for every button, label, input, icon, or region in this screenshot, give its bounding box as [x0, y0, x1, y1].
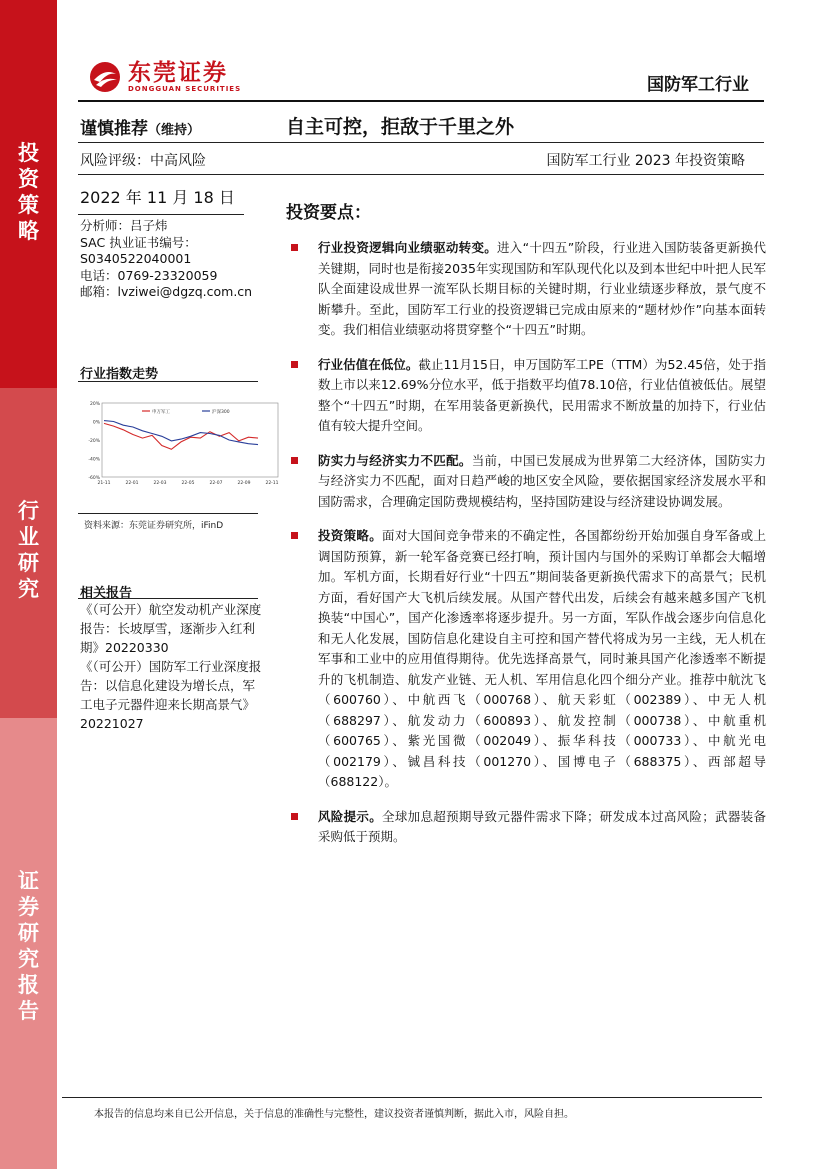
related-heading: 相关报告	[80, 586, 133, 601]
key-point-text: 当前，中国已发展成为世界第二大经济体，国防实力与经济实力不匹配，面对日趋严峻的地区安全风险，要依据国家经济发展水平和国防需求，合理确定国防费规模结构，坚持国防建设与经济建设协调发展。	[318, 452, 766, 509]
sidebar-section-industry	[0, 388, 57, 718]
key-point	[318, 355, 766, 437]
subtitle-divider	[78, 174, 764, 175]
date-divider	[78, 214, 244, 215]
legend-label: 申万军工	[152, 410, 170, 415]
x-tick-label: 22-03	[153, 481, 167, 486]
key-point	[318, 238, 766, 341]
chart-source: 资料来源：东莞证券研究所，iFinD	[84, 521, 224, 531]
x-tick-label: 22-05	[181, 481, 195, 486]
sidebar	[0, 0, 57, 1169]
chart-frame	[102, 403, 278, 477]
report-title: 自主可控，拒敌于千里之外	[286, 116, 515, 138]
points-heading: 投资要点：	[286, 203, 371, 223]
risk-rating: 风险评级：中高风险	[80, 153, 206, 169]
sidebar-label-strategy: 投资策略	[18, 141, 39, 243]
logo-mark-icon	[88, 60, 122, 94]
key-point-text: 全球加息超预期导致元器件需求下降；研发成本过高风险；武器装备采购低于预期。	[318, 808, 766, 844]
related-report-item[interactable]: 《（可公开）国防军工行业深度报告：以信息化建设为增长点，军工电子元器件迎来长期高景气》20221027	[80, 659, 262, 731]
report-date: 2022 年 11 月 18 日	[80, 188, 235, 207]
key-points	[318, 238, 766, 862]
analyst-info	[80, 218, 252, 301]
index-heading: 行业指数走势	[80, 367, 159, 382]
key-point-title: 风险提示。	[318, 808, 383, 824]
sidebar-label-report: 证券研究报告	[18, 869, 39, 1023]
analyst-name: 分析师：吕子炜	[80, 218, 168, 233]
rating	[80, 114, 200, 139]
key-point-title: 行业估值在低位。	[318, 356, 419, 372]
y-tick-label: -20%	[88, 439, 100, 444]
analyst-sac-number: S0340522040001	[80, 251, 192, 266]
company-logo	[88, 60, 241, 94]
industry-title: 国防军工行业	[647, 75, 749, 95]
disclaimer: 本报告的信息均来自已公开信息，关于信息的准确性与完整性，建议投资者谨慎判断，据此入市，风险自担。	[94, 1109, 574, 1120]
key-point-title: 投资策略。	[318, 528, 383, 543]
sidebar-section-report	[0, 718, 57, 1169]
analyst-sac-label: SAC 执业证书编号：	[80, 234, 197, 250]
index-heading-divider	[78, 381, 258, 382]
x-tick-label: 22-07	[209, 481, 223, 486]
key-point-text: 进入“十四五”阶段，行业进入国防装备更新换代关键期，同时也是衔接2035年实现国防和军队现代化以及到本世纪中叶把人民军队全面建设成世界一流军队长期目标的关键时期，行业业绩逐步释放，景气度不断攀升。至此，国防军工行业的投资逻辑已完成由原来的“题材炒作”向基本面转变。我们相信业绩驱动将贯穿整个“十四五”时期。	[318, 240, 766, 337]
y-tick-label: -40%	[88, 457, 100, 463]
analyst-phone: 电话：0769-23320059	[80, 267, 218, 283]
rating-value: 谨慎推荐	[80, 119, 148, 139]
legend-label: 沪深300	[212, 410, 230, 415]
series-line-csi300	[104, 421, 258, 445]
x-tick-label: 21-11	[97, 481, 111, 486]
key-point-text: 截止11月15日，申万国防军工PE（TTM）为52.45倍，处于指数上市以来12.69%分位水平，低于指数平均值78.10倍，行业估值被低估。展望整个“十四五”时期，在军用装备更新换代，民用需求不断放量的加持下，行业估值有较大提升空间。	[318, 356, 766, 433]
industry-index-chart	[82, 393, 288, 493]
square-bullet-icon	[291, 244, 298, 251]
key-point-title: 行业投资逻辑向业绩驱动转变。	[318, 240, 498, 255]
key-point	[318, 451, 766, 513]
square-bullet-icon	[291, 457, 298, 464]
y-tick-label: -60%	[88, 476, 100, 481]
related-heading-divider	[78, 598, 258, 599]
related-reports	[80, 600, 265, 733]
title-divider	[78, 142, 764, 143]
analyst-email: 邮箱：lvziwei@dgzq.com.cn	[80, 284, 253, 299]
y-tick-label: 0%	[92, 420, 100, 426]
x-tick-label: 22-01	[125, 481, 139, 486]
rating-note: （维持）	[148, 123, 201, 138]
logo-chinese-name: 东莞证券	[128, 58, 228, 86]
x-tick-label: 22-11	[265, 481, 279, 486]
square-bullet-icon	[291, 532, 298, 539]
sidebar-section-strategy	[0, 0, 57, 388]
related-report-item[interactable]: 《（可公开）航空发动机产业深度报告：长坡厚雪，逐渐步入红利期》20220330	[80, 602, 262, 655]
sidebar-label-industry: 行业研究	[18, 499, 39, 601]
series-line-sw-military	[104, 423, 258, 449]
square-bullet-icon	[291, 361, 298, 368]
square-bullet-icon	[291, 813, 298, 820]
x-tick-label: 22-09	[237, 481, 251, 486]
key-point	[318, 526, 766, 793]
logo-english-name: DONGGUAN SECURITIES	[128, 84, 242, 93]
header-divider	[78, 100, 764, 102]
chart-bottom-divider	[78, 513, 258, 514]
y-tick-label: 20%	[89, 402, 100, 407]
report-subtitle: 国防军工行业 2023 年投资策略	[546, 153, 745, 169]
key-point-title: 防实力与经济实力不匹配。	[318, 452, 472, 468]
footer-divider	[62, 1097, 762, 1098]
key-point	[318, 807, 766, 848]
key-point-text: 面对大国间竞争带来的不确定性，各国都纷纷开始加强自身军备或上调国防预算，新一轮军备竞赛已经打响，预计国内与国外的采购订单都会大幅增加。军机方面，长期看好行业“十四五”期间装备更新换代需求下的高景气；民机方面，看好国产大飞机后续发展。从国产替代出发，后续会有越来越多国产飞机换装“中国心”，国产化渗透率将逐步提升。另一方面，军队作战会逐步向信息化和无人化发展，国防信息化建设自主可控和国产替代将成为另一主线，无人机在军事和工业中的应用值得期待。优先选择高景气，同时兼具国产化渗透率不断提升的飞机制造、航发产业链、无人机、军用信息化四个细分产业。推荐中航沈飞（600760）、中航西飞（000768）、航天彩虹（002389）、中无人机（688297）、航发动力（600893）、航发控制（000738）、中航重机（600765）、紫光国微（002049）、振华科技（000733）、中航光电（002179）、铖昌科技（001270）、国博电子（688375）、西部超导（688122）。	[318, 528, 766, 789]
